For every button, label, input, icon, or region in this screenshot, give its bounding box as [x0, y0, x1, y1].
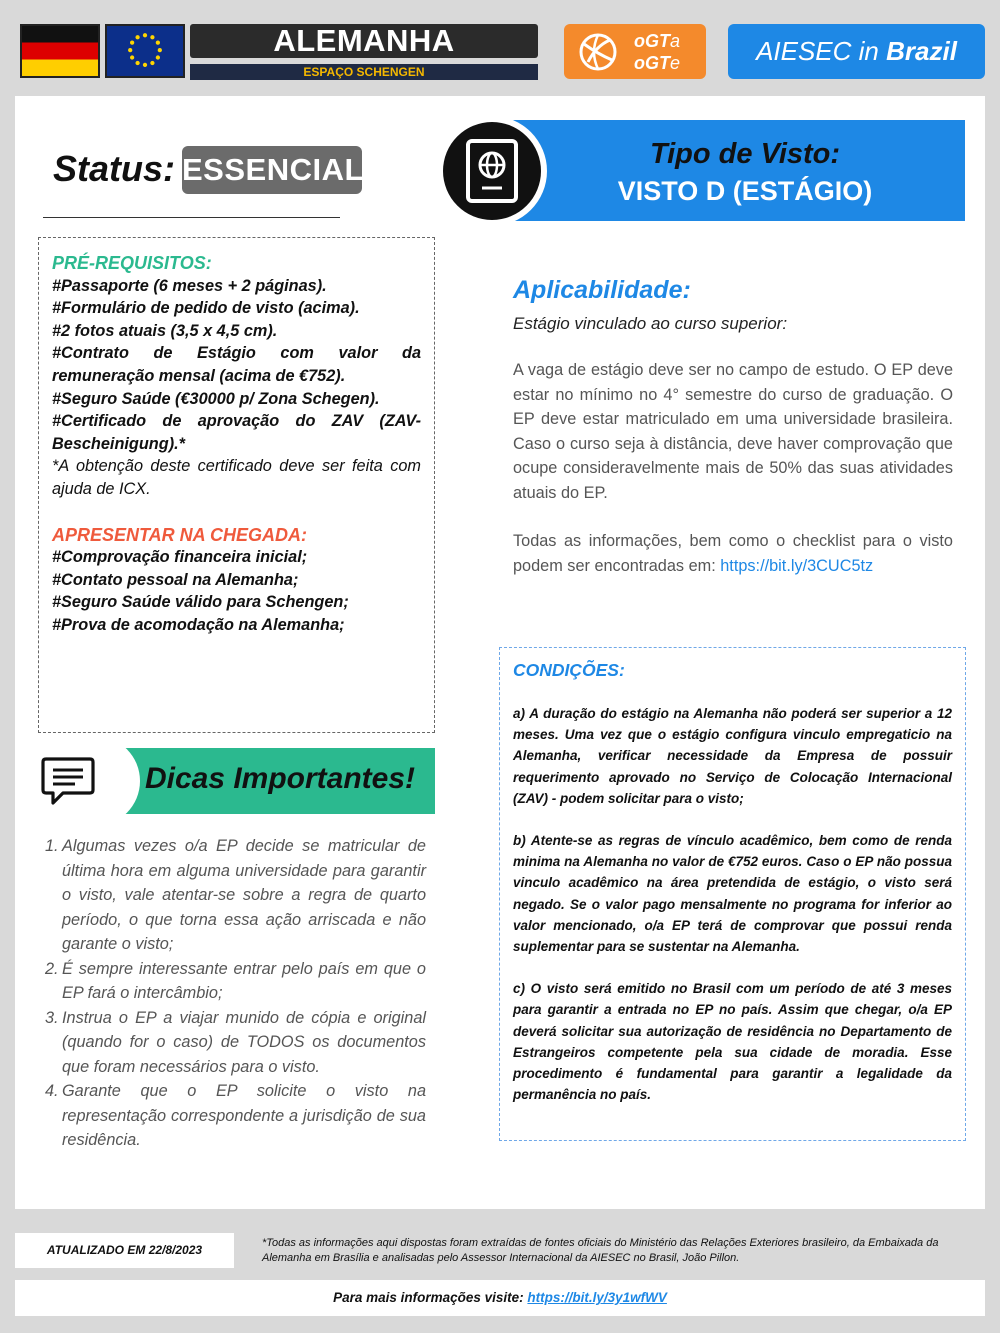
checklist-link[interactable]: https://bit.ly/3CUC5tz: [720, 556, 874, 575]
conditions-title: CONDIÇÕES:: [513, 660, 625, 680]
aiesec-brazil-badge: [728, 24, 985, 79]
requirements-note: *A obtenção deste certificado deve ser feita com ajuda de ICX.: [52, 457, 421, 498]
globe-icon: [576, 32, 620, 72]
tips-list: [45, 834, 426, 1153]
condition-a: a) A duração do estágio na Alemanha não poderá ser superior a 12 meses. Uma vez que o estágio configura vinculo empregaticio na Alemanha, verificar necessidade da Empresa de possuir requerimento aprovado no Serviço de Colocação Internacional (ZAV) - podem solicitar para o visto;: [513, 706, 952, 806]
tip-number: 4.: [45, 1082, 59, 1100]
tip-item: [45, 834, 426, 957]
visa-type: VISTO D (ESTÁGIO): [617, 176, 873, 206]
arrival-heading: APRESENTAR NA CHEGADA:: [52, 524, 308, 545]
more-info-bar: [15, 1280, 985, 1316]
ogt-line1-bold: oGT: [634, 31, 670, 51]
condition-b: b) Atente-se as regras de vínculo acadêmico, bem como de renda minima na Alemanha no valor de €752 euros. Caso o EP não possua vinculo acadêmico na área pretendida de estágio, o visto será negado. Se o valor pago mensalmente no programa for inferior ao valor mencionado, o/a EP terá de comprovar que possui renda suplementar para se sustentar na Alemanha.: [513, 833, 952, 955]
visa-title: Tipo de Visto:: [649, 138, 841, 170]
ogt-line2-light: e: [670, 53, 681, 73]
tip-number: 3.: [45, 1008, 59, 1027]
condition-c: c) O visto será emitido no Brasil com um período de até 3 meses para garantir a entrada no EP no país. Assim que chegar, o/a EP deverá solicitar sua autorização de residência no Departamento de Estrangeiros competente pela sua cidade de moradia. Esse procedimento é fundamental para garantir a legalidade da permanência no país.: [513, 981, 952, 1103]
tip-text: Instrua o EP a viajar munido de cópia e original (quando for o caso) de TODOS os documentos que foram necessários para o visto.: [62, 1008, 426, 1076]
status-badge: ESSENCIAL: [182, 146, 362, 194]
status-label: Status:: [53, 148, 176, 189]
applicability-info-text: Todas as informações, bem como o checklist para o visto podem ser encontradas em:: [513, 532, 953, 575]
ogt-labels: [634, 30, 680, 74]
applicability-info: [513, 529, 953, 578]
tip-text: Algumas vezes o/a EP decide se matricular de última hora em alguma universidade para garantir o visto, vale atentar-se sobre a regra de quarto período, o que torna essa ação arriscada e não garante o visto;: [62, 837, 426, 953]
tip-number: 1.: [45, 837, 59, 855]
tip-text: Garante que o EP solicite o visto na representação correspondente a jurisdição de sua residência.: [62, 1082, 426, 1149]
tip-item: [45, 1006, 426, 1080]
tip-text: É sempre interessante entrar pelo país em que o EP fará o intercâmbio;: [62, 959, 426, 1002]
eu-flag-icon: [105, 24, 185, 78]
arrival-item: #Contato pessoal na Alemanha;: [52, 570, 299, 589]
tip-item: [45, 957, 426, 1006]
conditions-box: [499, 647, 966, 1141]
status-divider: [43, 217, 340, 218]
applicability-body: A vaga de estágio deve ser no campo de estudo. O EP deve estar no mínimo no 4° semestre do curso de graduação. O EP deve estar matriculado em uma universidade brasileira. Caso o curso seja à distância, deve haver comprovação que ocupe consideravelmente mais de 50% das suas atividades atuais do EP.: [513, 361, 953, 502]
tip-number: 2.: [45, 959, 59, 978]
requirement-item: #Passaporte (6 meses + 2 páginas).: [52, 276, 327, 295]
updated-date: ATUALIZADO EM 22/8/2023: [15, 1233, 234, 1268]
country-title: ALEMANHA: [190, 24, 538, 58]
applicability-title: Aplicabilidade:: [513, 276, 691, 304]
main-panel: [15, 96, 985, 1209]
country-title-block: [190, 24, 538, 80]
ogt-badge: [564, 24, 706, 79]
passport-icon: [443, 122, 541, 220]
requirement-item: #Seguro Saúde (€30000 p/ Zona Schegen).: [52, 389, 380, 408]
germany-flag-icon: [20, 24, 100, 78]
zone-subtitle: ESPAÇO SCHENGEN: [190, 64, 538, 80]
more-info-label: Para mais informações visite:: [333, 1290, 528, 1305]
tip-item: [45, 1079, 426, 1153]
aiesec-prefix: AIESEC in: [756, 36, 887, 66]
arrival-item: #Comprovação financeira inicial;: [52, 548, 308, 567]
applicability-subtitle: Estágio vinculado ao curso superior:: [513, 314, 788, 333]
requirements-box: [38, 237, 435, 733]
ogt-line2-bold: oGT: [634, 53, 670, 73]
arrival-item: #Seguro Saúde válido para Schengen;: [52, 593, 349, 612]
requirement-item: #Certificado de aprovação do ZAV (ZAV-Bescheinigung).*: [52, 412, 421, 453]
requirement-item: #Formulário de pedido de visto (acima).: [52, 299, 360, 318]
more-info-link[interactable]: https://bit.ly/3y1wfWV: [527, 1290, 667, 1305]
requirements-heading: PRÉ-REQUISITOS:: [52, 253, 212, 273]
tips-title: Dicas Importantes!: [144, 762, 416, 795]
requirement-item: #2 fotos atuais (3,5 x 4,5 cm).: [52, 321, 278, 340]
requirement-item: #Contrato de Estágio com valor da remuneração mensal (acima de €752).: [52, 344, 421, 385]
arrival-item: #Prova de acomodação na Alemanha;: [52, 615, 345, 634]
ogt-line1-light: a: [670, 31, 681, 51]
source-note: *Todas as informações aqui dispostas foram extraídas de fontes oficiais do Ministério das Relações Exteriores brasileiro, da Embaixada da Alemanha em Brasília e analisadas pelo Assessor Internacional da AIESEC no Brasil, João Pillon.: [262, 1237, 939, 1264]
chat-bubble-icon: [41, 756, 95, 808]
aiesec-country: Brazil: [886, 36, 957, 66]
